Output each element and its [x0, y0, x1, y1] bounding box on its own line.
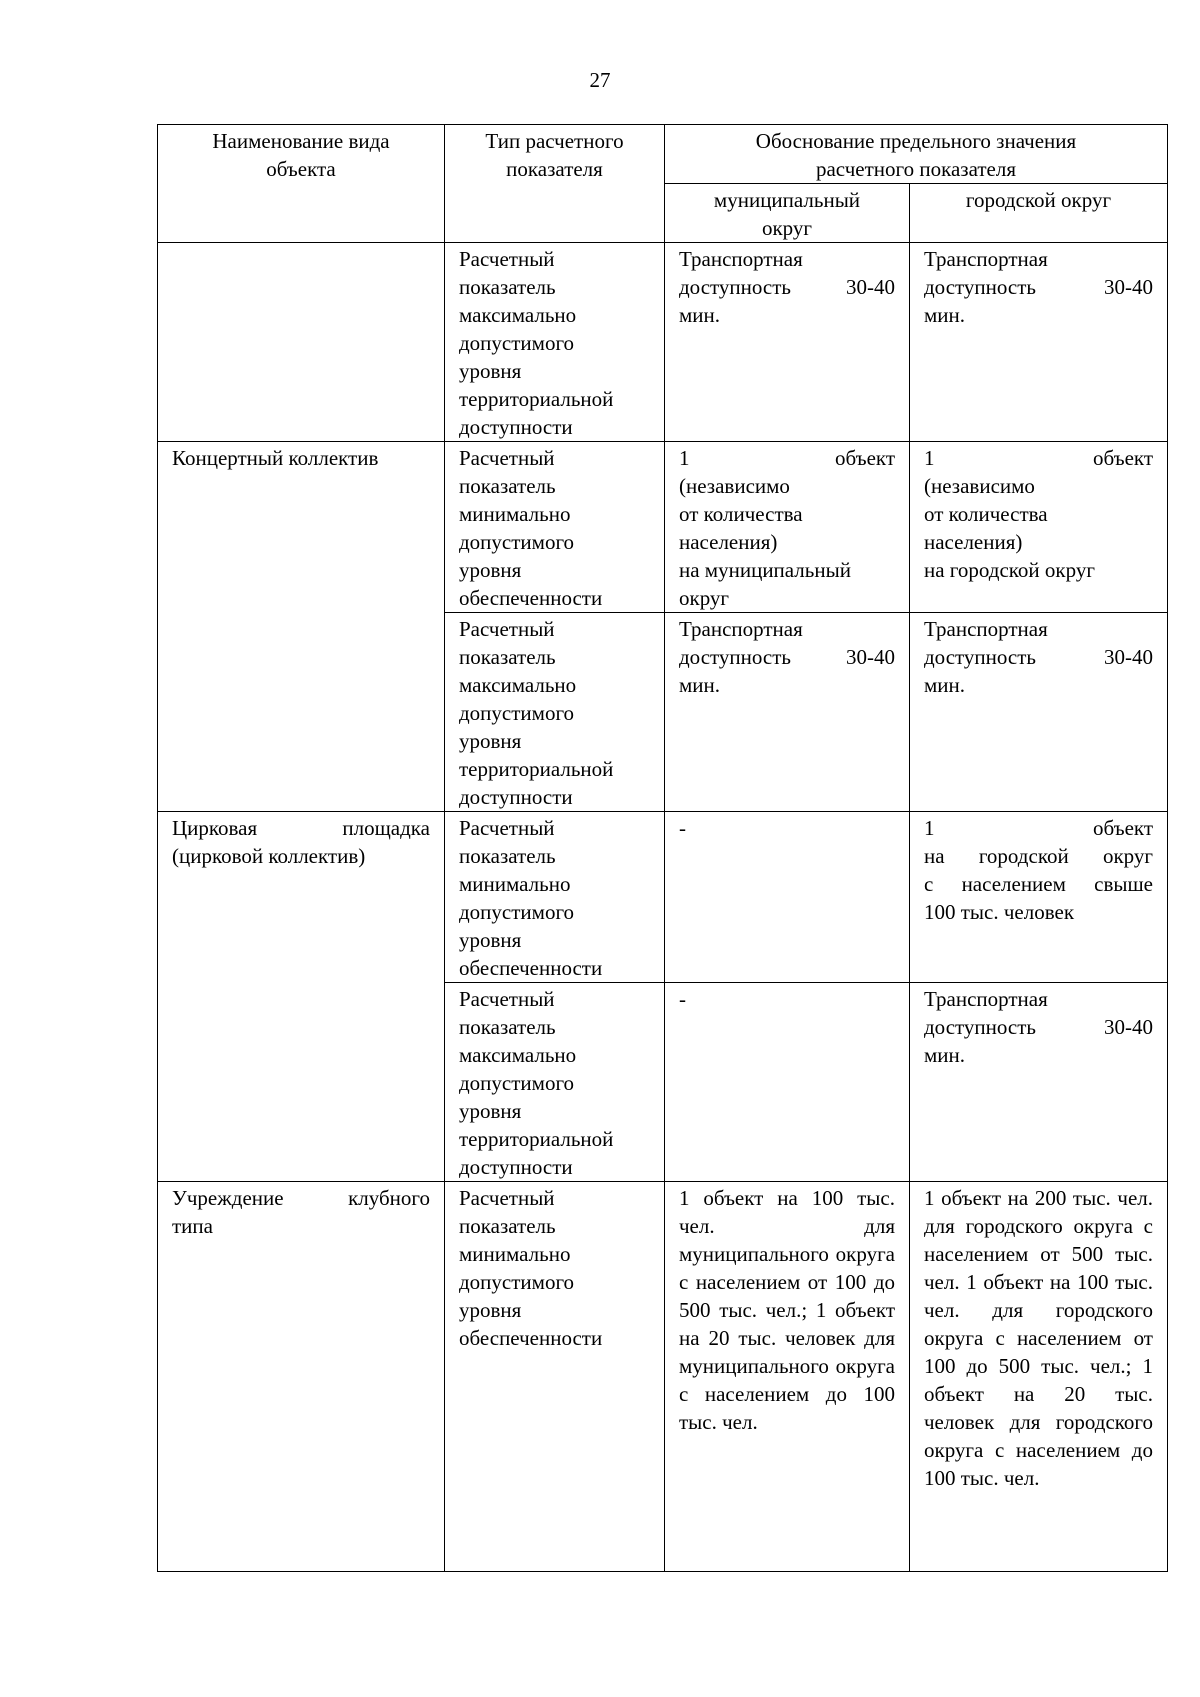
city-value-text: (независимо от количества населения) на городской округ: [924, 474, 1095, 582]
header-city-district: [910, 184, 1168, 243]
indicator-type-cell: [445, 1182, 665, 1572]
city-value-line: Транспортная: [924, 247, 1048, 271]
municipal-value-text: -: [679, 987, 686, 1011]
municipal-value-cell: [665, 243, 910, 442]
city-value-line: с населением свыше: [924, 872, 1153, 896]
city-value-line: доступность 30-40: [924, 645, 1153, 669]
city-value-line: 1 объект: [924, 816, 1153, 840]
table-row: [158, 812, 1168, 983]
municipal-value-cell: [665, 983, 910, 1182]
indicator-type-text: Расчетный показатель минимально допустимого уровня обеспеченности: [459, 446, 603, 610]
city-value-line: Транспортная: [924, 987, 1048, 1011]
object-name-cell: [158, 812, 445, 1182]
city-value-line: мин.: [924, 673, 966, 697]
city-value-line: 100 тыс. человек: [924, 900, 1075, 924]
city-value-line: на городской округ: [924, 844, 1153, 868]
header-indicator-type-text: Тип расчетного показателя: [485, 129, 624, 181]
indicator-type-text: Расчетный показатель максимально допустимого уровня территориальной доступности: [459, 987, 614, 1179]
municipal-value-line: доступность 30-40: [679, 275, 895, 299]
header-city-district-text: городской округ: [965, 188, 1112, 212]
city-value-line: Транспортная: [924, 617, 1048, 641]
header-justification-text: Обоснование предельного значения расчетного показателя: [755, 129, 1077, 181]
header-justification: [665, 125, 1168, 184]
norms-table: [157, 124, 1168, 1572]
city-value-cell: [910, 983, 1168, 1182]
object-name-line: Учреждение клубного: [172, 1186, 430, 1210]
object-name-cell: [158, 1182, 445, 1572]
municipal-value-line: Транспортная: [679, 617, 803, 641]
indicator-type-cell: [445, 243, 665, 442]
indicator-type-cell: [445, 613, 665, 812]
municipal-value-text: (независимо от количества населения) на муниципальный округ: [679, 474, 851, 610]
city-value-cell: [910, 812, 1168, 983]
municipal-value-cell: [665, 442, 910, 613]
municipal-value-cell: [665, 812, 910, 983]
object-name-line: (цирковой коллектив): [172, 844, 366, 868]
city-value-text: 1 объект на 200 тыс. чел. для городского округа с населением от 500 тыс. чел. 1 объект на 100 тыс. чел. для городского округа с населением от 100 до 500 тыс. чел.; 1 объект на 20 тыс. человек для городского округа с населением до 100 тыс. чел.: [924, 1186, 1153, 1490]
municipal-value-line: мин.: [679, 303, 721, 327]
object-name-cell: [158, 442, 445, 812]
city-value-line: мин.: [924, 1043, 966, 1067]
city-value-line: 1 объект: [924, 446, 1153, 470]
page-number: 27: [589, 68, 611, 92]
header-object-name-text: Наименование вида объекта: [212, 129, 390, 181]
header-municipal-district-text: муниципальный округ: [713, 188, 861, 240]
city-value-cell: [910, 243, 1168, 442]
header-object-name: [158, 125, 445, 243]
object-name-line: Цирковая площадка: [172, 816, 430, 840]
city-value-line: доступность 30-40: [924, 275, 1153, 299]
header-municipal-district: [665, 184, 910, 243]
indicator-type-cell: [445, 812, 665, 983]
city-value-line: мин.: [924, 303, 966, 327]
municipal-value-cell: [665, 613, 910, 812]
city-value-cell: [910, 1182, 1168, 1572]
municipal-value-line: мин.: [679, 673, 721, 697]
indicator-type-cell: [445, 983, 665, 1182]
indicator-type-text: Расчетный показатель минимально допустимого уровня обеспеченности: [459, 1186, 603, 1350]
indicator-type-text: Расчетный показатель максимально допустимого уровня территориальной доступности: [459, 617, 614, 809]
city-value-cell: [910, 442, 1168, 613]
table-row: [158, 1182, 1168, 1572]
municipal-value-line: Транспортная: [679, 247, 803, 271]
municipal-value-cell: [665, 1182, 910, 1572]
table-row: [158, 243, 1168, 442]
object-name-text: Концертный коллектив: [172, 446, 379, 470]
city-value-cell: [910, 613, 1168, 812]
indicator-type-text: Расчетный показатель минимально допустимого уровня обеспеченности: [459, 816, 603, 980]
indicator-type-text: Расчетный показатель максимально допустимого уровня территориальной доступности: [459, 247, 614, 439]
table-header-row: [158, 125, 1168, 184]
table-row: [158, 442, 1168, 613]
indicator-type-cell: [445, 442, 665, 613]
municipal-value-line: доступность 30-40: [679, 645, 895, 669]
object-name-cell: [158, 243, 445, 442]
municipal-value-line: 1 объект: [679, 446, 895, 470]
object-name-line: типа: [172, 1214, 213, 1238]
municipal-value-text: -: [679, 816, 686, 840]
city-value-line: доступность 30-40: [924, 1015, 1153, 1039]
header-indicator-type: [445, 125, 665, 243]
municipal-value-text: 1 объект на 100 тыс. чел. для муниципального округа с населением от 100 до 500 тыс. чел.; 1 объект на 20 тыс. человек для муниципального округа с населением до 100 тыс. чел.: [679, 1186, 895, 1434]
